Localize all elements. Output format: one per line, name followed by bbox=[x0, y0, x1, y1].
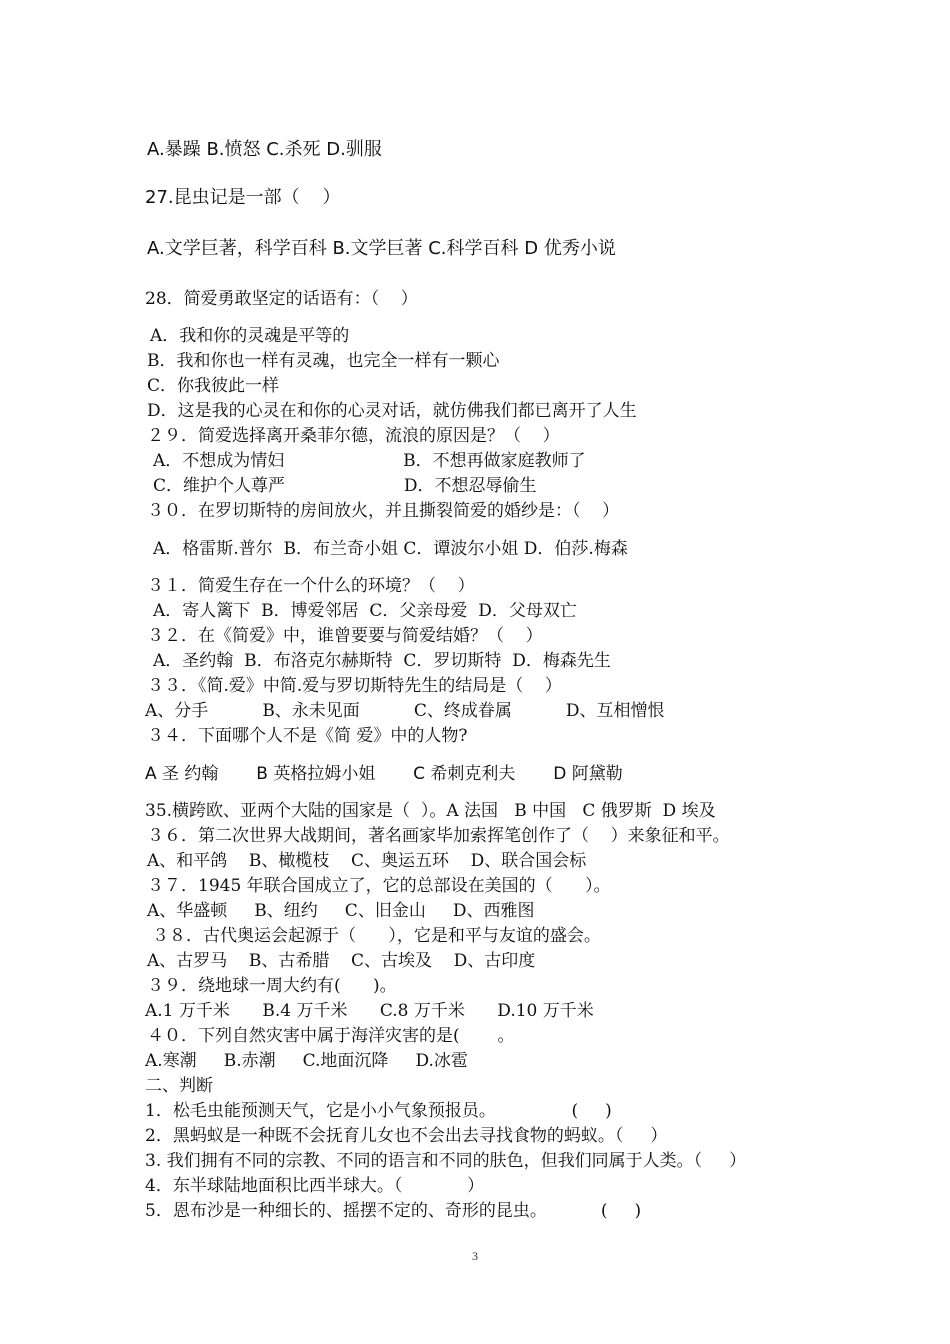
q28-option-d: D．这是我的心灵在和你的心灵对话，就仿佛我们都已离开了人生 bbox=[147, 401, 637, 421]
q30-stem: ３０．在罗切斯特的房间放火，并且撕裂简爱的婚纱是：（ ） bbox=[147, 501, 620, 521]
judge-1: 1．松毛虫能预测天气，它是小小气象预报员。 ( ) bbox=[145, 1101, 612, 1121]
q40-options: A.寒潮 B.赤潮 C.地面沉降 D.冰雹 bbox=[145, 1051, 468, 1071]
q29-options-cd: C．维护个人尊严 D．不想忍辱偷生 bbox=[153, 476, 537, 496]
q38-options: A、古罗马 B、古希腊 C、古埃及 D、古印度 bbox=[147, 951, 536, 971]
q28-stem: 28．简爱勇敢坚定的话语有：（ ） bbox=[145, 289, 418, 309]
q37-stem: ３７．1945 年联合国成立了，它的总部设在美国的（ ）。 bbox=[147, 876, 611, 896]
q29-stem: ２９．简爱选择离开桑菲尔德，流浪的原因是？（ ） bbox=[147, 426, 560, 446]
q33-options: A、分手 B、永未见面 C、终成眷属 D、互相憎恨 bbox=[145, 701, 665, 721]
judge-2: 2．黑蚂蚁是一种既不会抚育儿女也不会出去寻找食物的蚂蚁。（ ） bbox=[145, 1126, 668, 1146]
q26-options: A.暴躁 B.愤怒 C.杀死 D.驯服 bbox=[147, 139, 382, 160]
q38-stem: ３８．古代奥运会起源于（ ），它是和平与友谊的盛会。 bbox=[152, 926, 601, 946]
judge-5: 5．恩布沙是一种细长的、摇摆不定的、奇形的昆虫。 ( ) bbox=[145, 1201, 642, 1221]
q31-options: A．寄人篱下 B．博爱邻居 C．父亲母爱 D．父母双亡 bbox=[153, 601, 577, 621]
q28-option-c: C．你我彼此一样 bbox=[147, 376, 280, 396]
q36-options: A、和平鸽 B、橄榄枝 C、奥运五环 D、联合国会标 bbox=[147, 851, 587, 871]
q34-stem: ３４．下面哪个人不是《简 爱》中的人物? bbox=[147, 726, 468, 746]
section-heading-judgement: 二、判断 bbox=[145, 1076, 213, 1096]
q36-stem: ３６．第二次世界大战期间，著名画家毕加索挥笔创作了（ ）来象征和平。 bbox=[147, 826, 730, 846]
q28-option-b: B．我和你也一样有灵魂，也完全一样有一颗心 bbox=[147, 351, 500, 371]
q35-line: 35.横跨欧、亚两个大陆的国家是（ ）。A 法国 B 中国 C 俄罗斯 D 埃及 bbox=[145, 801, 716, 821]
q37-options: A、华盛顿 B、纽约 C、旧金山 D、西雅图 bbox=[147, 901, 535, 921]
judge-4: 4．东半球陆地面积比西半球大。（ ） bbox=[145, 1176, 485, 1196]
q30-options: A．格雷斯.普尔 B．布兰奇小姐 C．谭波尔小姐 D．伯莎.梅森 bbox=[153, 539, 628, 559]
q27-stem: 27.昆虫记是一部（ ） bbox=[145, 187, 341, 208]
q33-stem: ３３．《简.爱》中简.爱与罗切斯特先生的结局是（ ） bbox=[147, 676, 562, 696]
q40-stem: ４０．下列自然灾害中属于海洋灾害的是( 。 bbox=[147, 1026, 515, 1046]
q32-options: A．圣约翰 B．布洛克尔赫斯特 C．罗切斯特 D．梅森先生 bbox=[153, 651, 611, 671]
q29-options-ab: A．不想成为情妇 B．不想再做家庭教师了 bbox=[153, 451, 586, 471]
judge-3: 3. 我们拥有不同的宗教、不同的语言和不同的肤色，但我们同属于人类。（ ） bbox=[145, 1151, 747, 1171]
q31-stem: ３１．简爱生存在一个什么的环境？（ ） bbox=[147, 576, 475, 596]
page-number: 3 bbox=[472, 1249, 478, 1263]
q27-options: A.文学巨著，科学百科 B.文学巨著 C.科学百科 D 优秀小说 bbox=[147, 238, 616, 259]
q28-option-a: A．我和你的灵魂是平等的 bbox=[150, 326, 350, 346]
q32-stem: ３２．在《简爱》中，谁曾要要与简爱结婚？（ ） bbox=[147, 626, 543, 646]
q34-options: A 圣 约翰 B 英格拉姆小姐 C 希刺克利夫 D 阿黛勒 bbox=[145, 764, 623, 784]
q39-stem: ３９．绕地球一周大约有( )。 bbox=[147, 976, 397, 996]
q39-options: A.1 万千米 B.4 万千米 C.8 万千米 D.10 万千米 bbox=[145, 1001, 594, 1021]
